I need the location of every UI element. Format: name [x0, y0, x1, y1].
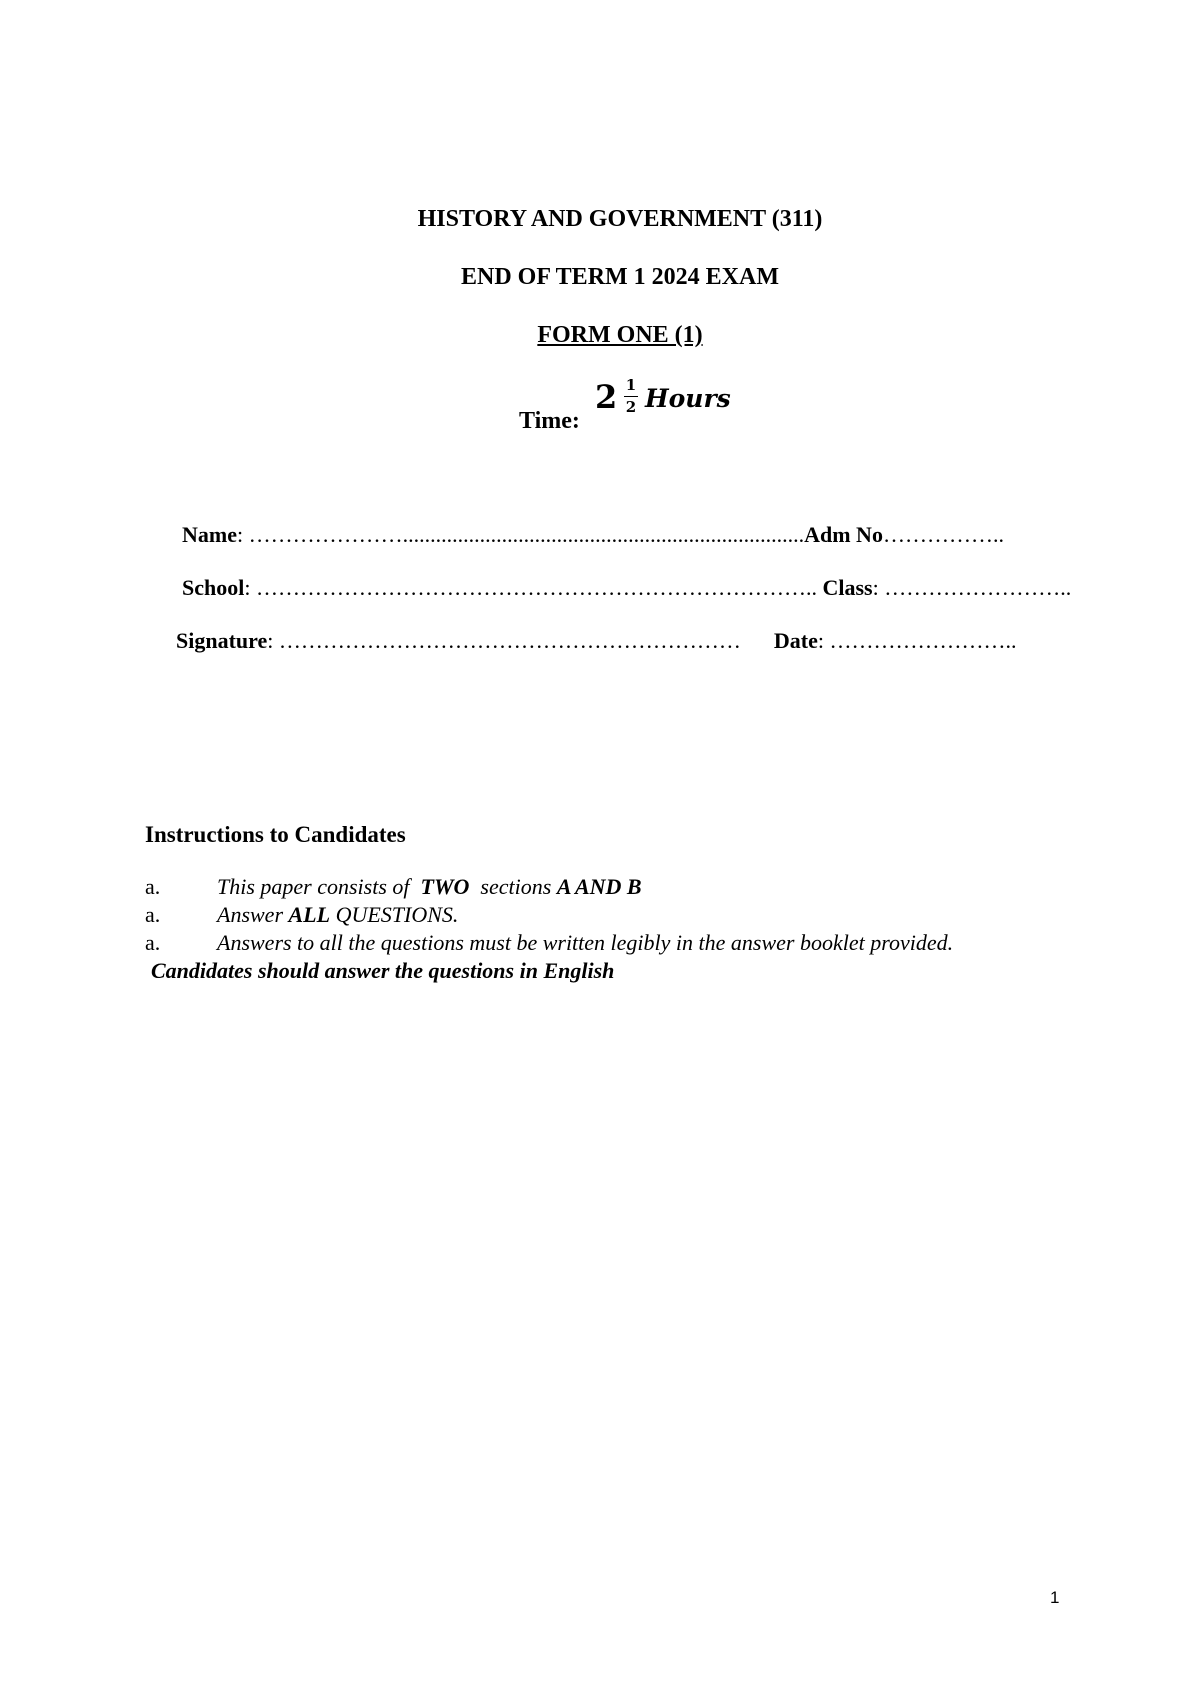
exam-title: HISTORY AND GOVERNMENT (311): [417, 206, 823, 232]
language-note: Candidates should answer the questions in English: [151, 958, 615, 983]
adm-no-label: Adm No: [804, 522, 883, 547]
instruction-text: Answer: [217, 902, 289, 927]
name-label: Name: [182, 522, 237, 547]
signature-field[interactable]: : ………………………………………………………: [267, 628, 774, 653]
instruction-item: [145, 902, 458, 928]
time-numerator: 1: [625, 376, 637, 394]
instruction-item: [145, 874, 642, 900]
class-field[interactable]: : ……………………..: [872, 575, 1072, 600]
signature-row: [176, 628, 1017, 654]
instruction-text: Answers to all the questions must be written legibly in the answer booklet provided.: [217, 930, 954, 955]
time-allowed: [519, 378, 779, 438]
instructions-heading: Instructions to Candidates: [145, 822, 406, 847]
date-field[interactable]: : ……………………..: [817, 628, 1017, 653]
school-row: [182, 575, 1071, 601]
instruction-text: QUESTIONS.: [330, 902, 459, 927]
signature-label: Signature: [176, 628, 268, 653]
instruction-letter: a.: [145, 930, 161, 955]
name-row: [182, 522, 1004, 548]
date-label: Date: [773, 628, 818, 653]
class-label: Class: [822, 575, 873, 600]
instruction-letter: a.: [145, 874, 161, 899]
instruction-emphasis: A AND B: [556, 874, 642, 899]
time-label: Time:: [519, 408, 580, 434]
page-number: 1: [1050, 1588, 1060, 1607]
time-fraction: [623, 376, 639, 417]
instruction-text: This paper consists of: [217, 874, 421, 899]
form-level: FORM ONE (1): [537, 322, 703, 348]
time-denominator: 2: [625, 398, 637, 416]
instruction-emphasis: TWO: [420, 874, 470, 899]
time-unit: Hours: [645, 384, 731, 413]
adm-no-field[interactable]: ……………..: [882, 522, 1004, 547]
instruction-text: sections: [469, 874, 557, 899]
instruction-emphasis: ALL: [288, 902, 331, 927]
name-field[interactable]: : ………………….........................................................................: [236, 522, 805, 547]
instruction-letter: a.: [145, 902, 161, 927]
school-field[interactable]: : …………………………………………………………………..: [244, 575, 823, 600]
school-label: School: [182, 575, 245, 600]
exam-subtitle: END OF TERM 1 2024 EXAM: [461, 264, 779, 290]
fraction-bar: [624, 396, 638, 397]
instruction-item: [145, 930, 953, 956]
time-whole-number: 2: [595, 378, 618, 416]
